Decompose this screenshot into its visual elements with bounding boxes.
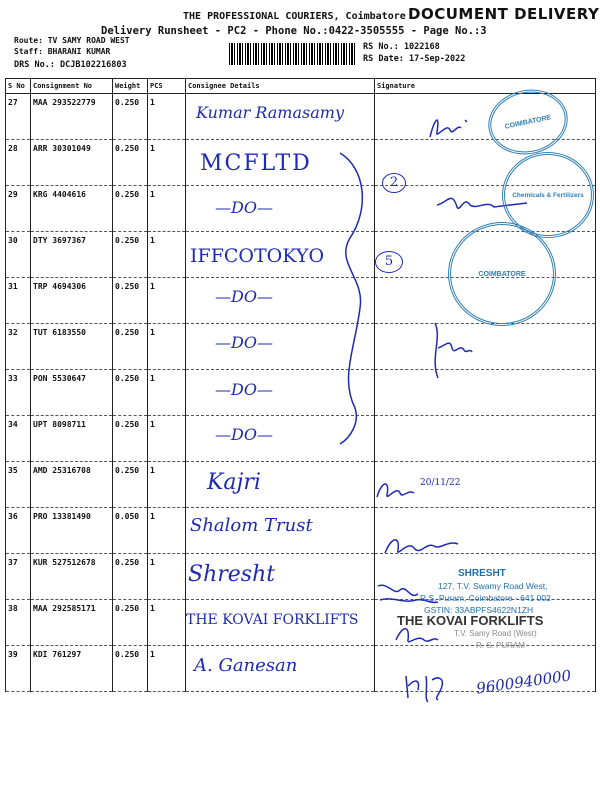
sno: 39 xyxy=(6,646,31,692)
kovai-stamp-address: T.V. Samy Road (West) xyxy=(454,629,537,638)
pcs: 1 xyxy=(148,278,186,324)
col-pcs: PCS xyxy=(148,79,186,94)
kovai-stamp-city: R. S. PURAM xyxy=(476,641,525,650)
consignment-no: KRG 4404616 xyxy=(31,186,113,232)
weight: 0.250 xyxy=(113,324,148,370)
sno: 29 xyxy=(6,186,31,232)
signature-27 xyxy=(425,112,475,142)
sno: 30 xyxy=(6,232,31,278)
handwritten-consignee-38: THE KOVAI FORKLIFTS xyxy=(186,612,359,628)
consignment-no: TRP 4694306 xyxy=(31,278,113,324)
weight: 0.250 xyxy=(113,232,148,278)
sno: 31 xyxy=(6,278,31,324)
handwritten-consignee-27: Kumar Ramasamy xyxy=(196,103,344,122)
weight: 0.250 xyxy=(113,94,148,140)
table-row xyxy=(6,324,596,370)
weight: 0.250 xyxy=(113,186,148,232)
pcs: 1 xyxy=(148,324,186,370)
weight: 0.250 xyxy=(113,600,148,646)
staff-label: Staff: BHARANI KUMAR xyxy=(14,47,111,56)
consignment-no: KUR 527512678 xyxy=(31,554,113,600)
handwritten-consignee-37: Shresht xyxy=(188,562,276,587)
table-header xyxy=(6,79,596,94)
consignment-no: ARR 30301049 xyxy=(31,140,113,186)
kovai-stamp-name: THE KOVAI FORKLIFTS xyxy=(397,613,544,628)
handwritten-ditto-32: —DO— xyxy=(215,333,273,352)
signature-37 xyxy=(374,574,444,609)
signature-36 xyxy=(380,528,470,563)
signature-32 xyxy=(420,318,480,388)
sno: 36 xyxy=(6,508,31,554)
weight: 0.250 xyxy=(113,416,148,462)
consignment-no: UPT 8098711 xyxy=(31,416,113,462)
circled-number-5: 5 xyxy=(375,251,403,273)
signature-39 xyxy=(398,668,468,704)
sno: 37 xyxy=(6,554,31,600)
weight: 0.250 xyxy=(113,646,148,692)
table-row xyxy=(6,370,596,416)
handwritten-ditto-33: —DO— xyxy=(215,380,273,399)
signature-cell xyxy=(375,370,596,416)
pcs: 1 xyxy=(148,600,186,646)
pcs: 1 xyxy=(148,186,186,232)
consignment-no: KDI 761297 xyxy=(31,646,113,692)
runsheet-title: Delivery Runsheet - PC2 - Phone No.:0422-3505555 - Page No.:3 xyxy=(101,25,487,37)
seal-text: COIMBATORE xyxy=(478,270,526,278)
sno: 27 xyxy=(6,94,31,140)
sno: 38 xyxy=(6,600,31,646)
pcs: 1 xyxy=(148,140,186,186)
company-name: THE PROFESSIONAL COURIERS, Coimbatore xyxy=(183,11,406,22)
rs-date: RS Date: 17-Sep-2022 xyxy=(363,54,466,64)
shresht-stamp-name: SHRESHT xyxy=(458,568,506,579)
handwritten-phone-number: 9600940000 xyxy=(475,666,573,698)
signature-cell xyxy=(375,324,596,370)
consignment-no: MAA 292585171 xyxy=(31,600,113,646)
col-signature: Signature xyxy=(375,79,596,94)
pcs: 1 xyxy=(148,554,186,600)
table-row xyxy=(6,462,596,508)
barcode xyxy=(229,43,357,65)
handwritten-consignee-30: IFFCOTOKYO xyxy=(190,245,325,267)
weight: 0.250 xyxy=(113,554,148,600)
weight: 0.250 xyxy=(113,370,148,416)
bracket-curve xyxy=(320,148,380,448)
col-consignment: Consignment No xyxy=(31,79,113,94)
pcs: 1 xyxy=(148,646,186,692)
route-label: Route: TV SAMY ROAD WEST xyxy=(14,36,130,45)
table-row xyxy=(6,416,596,462)
handwritten-ditto-34: —DO— xyxy=(215,425,273,444)
sno: 28 xyxy=(6,140,31,186)
handwritten-date-35: 20/11/22 xyxy=(420,478,461,488)
handwritten-consignee-39: A. Ganesan xyxy=(194,655,298,676)
company-seal-30 xyxy=(448,222,556,326)
rs-number: RS No.: 1022168 xyxy=(363,42,440,52)
signature-cell xyxy=(375,416,596,462)
consignment-no: PON 5530647 xyxy=(31,370,113,416)
shresht-stamp-address-2: R.S. Puram, Coimbatore - 641 002 xyxy=(420,593,551,603)
consignment-no: PRO 13381490 xyxy=(31,508,113,554)
shresht-stamp-address-1: 127, T.V. Swamy Road West, xyxy=(438,581,548,591)
col-sno: S No xyxy=(6,79,31,94)
sno: 34 xyxy=(6,416,31,462)
document-type-title: DOCUMENT DELIVERY xyxy=(408,5,600,23)
consignment-no: TUT 6183550 xyxy=(31,324,113,370)
drs-number: DRS No.: DCJB102216803 xyxy=(14,60,127,70)
sno: 35 xyxy=(6,462,31,508)
pcs: 1 xyxy=(148,370,186,416)
pcs: 1 xyxy=(148,416,186,462)
pcs: 1 xyxy=(148,232,186,278)
handwritten-ditto-29: —DO— xyxy=(215,198,273,217)
signature-35 xyxy=(372,475,422,505)
weight: 0.050 xyxy=(113,508,148,554)
weight: 0.250 xyxy=(113,140,148,186)
consignment-no: DTY 3697367 xyxy=(31,232,113,278)
col-weight: Weight xyxy=(113,79,148,94)
handwritten-consignee-36: Shalom Trust xyxy=(190,515,313,536)
seal-text: COIMBATORE xyxy=(504,113,552,131)
pcs: 1 xyxy=(148,462,186,508)
sno: 33 xyxy=(6,370,31,416)
shresht-stamp-gstin: GSTIN: 33ABPFS4622N1ZH xyxy=(424,605,534,615)
consignment-no: AMD 25316708 xyxy=(31,462,113,508)
weight: 0.250 xyxy=(113,278,148,324)
consignment-no: MAA 293522779 xyxy=(31,94,113,140)
circled-number-2: 2 xyxy=(382,173,406,193)
handwritten-consignee-28: MCFLTD xyxy=(200,151,312,176)
handwritten-ditto-31: —DO— xyxy=(215,287,273,306)
pcs: 1 xyxy=(148,508,186,554)
pcs: 1 xyxy=(148,94,186,140)
weight: 0.250 xyxy=(113,462,148,508)
handwritten-consignee-35: Kajri xyxy=(207,470,261,495)
seal-text: Chemicals & Fertilizers xyxy=(512,191,584,199)
sno: 32 xyxy=(6,324,31,370)
col-consignee: Consignee Details xyxy=(186,79,375,94)
